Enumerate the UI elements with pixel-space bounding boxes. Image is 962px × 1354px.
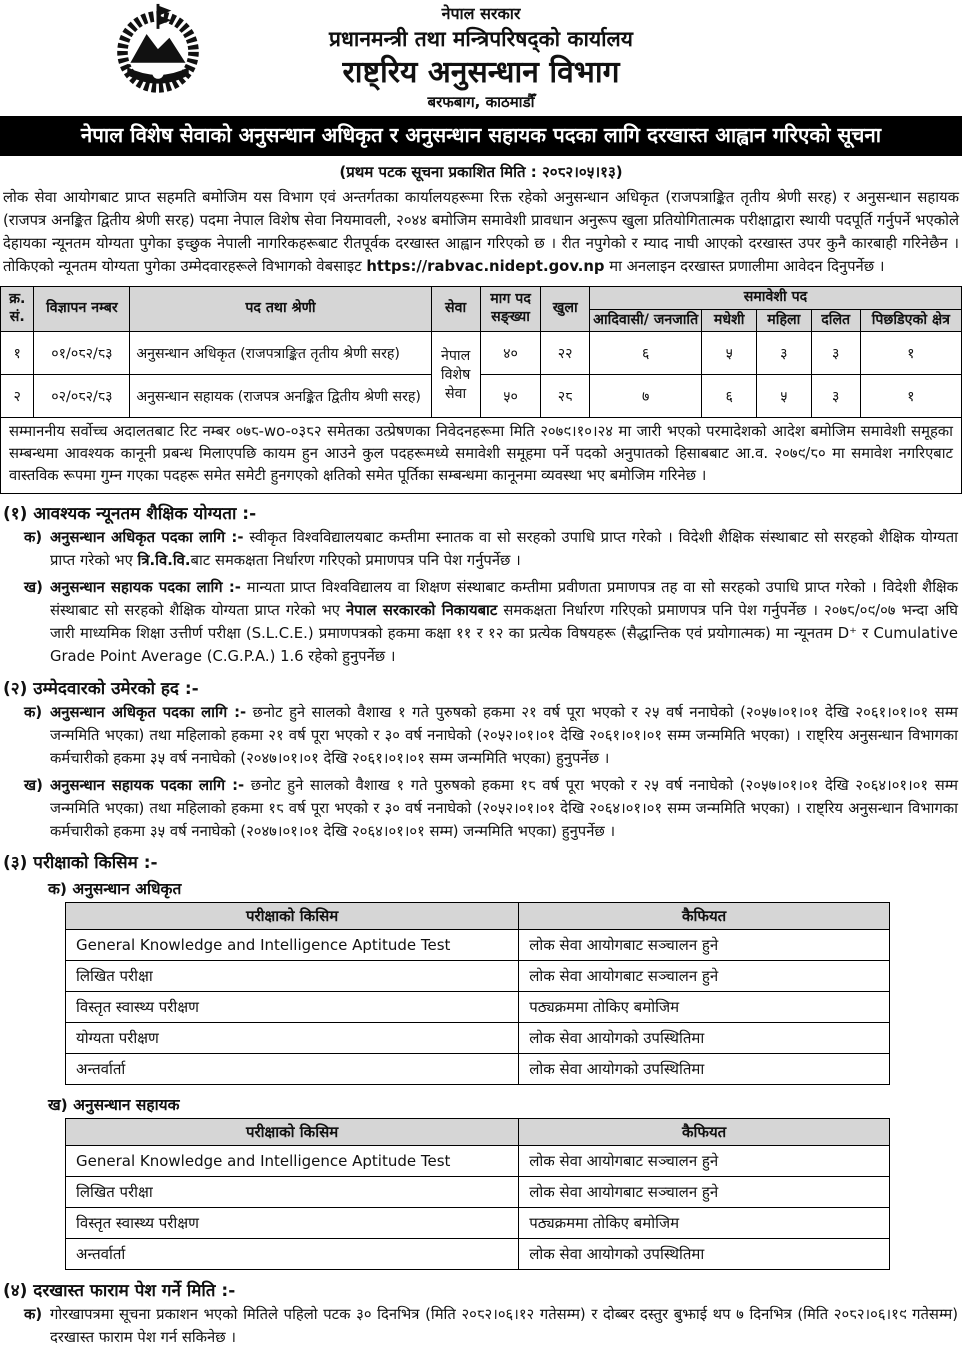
col-header-backward-area: पिछडिएको क्षेत्र: [860, 309, 961, 332]
section-4-item-a: [24, 1304, 962, 1350]
cell-madhesi: ५: [702, 332, 756, 375]
section-2-item-b: [24, 775, 962, 844]
col-header-dalit: दलित: [811, 309, 860, 332]
exam-type: अन्तर्वार्ता: [66, 1239, 519, 1270]
section-1-heading: (१) आवश्यक न्यूनतम शैक्षिक योग्यता :-: [3, 504, 257, 525]
cell-dalit: ३: [811, 375, 860, 418]
exam-type: General Knowledge and Intelligence Aptitude Test: [66, 930, 519, 961]
cell-sn: १: [1, 332, 34, 375]
item-t1: मान्यता प्राप्त विश्वविद्यालय वा शिक्षण संस्थाबाट कम्तीमा प्रवीणता प्रमाणपत्र तह वा सो सरहको उपाधि प्राप्त गरेको । विदेशी शैक्षिक संस्थाबाट सो सरहको शैक्षिक योग्यता प्राप्त गरेको भए: [50, 579, 958, 620]
cell-demand: ५०: [480, 375, 541, 418]
vacancy-table: [0, 286, 962, 419]
exam-row: [66, 930, 890, 961]
exam-table-assistant: [65, 1118, 890, 1270]
col-header-madhesi: मधेशी: [702, 309, 756, 332]
exam-remark: लोक सेवा आयोगको उपस्थितिमा: [519, 1023, 890, 1054]
col-header-sn: क्र. सं.: [1, 286, 34, 332]
notice-title: नेपाल विशेष सेवाको अनुसन्धान अधिकृत र अनुसन्धान सहायक पदका लागि दरखास्त आह्वान गरिएको सूचना: [80, 122, 882, 147]
item-lead: अनुसन्धान सहायक पदका लागि :-: [50, 579, 241, 597]
exam-type: लिखित परीक्षा: [66, 961, 519, 992]
item-label: ख): [24, 579, 43, 597]
cell-service: नेपाल विशेष सेवा: [431, 332, 480, 418]
intro-text-before: लोक सेवा आयोगबाट प्राप्त सहमति बमोजिम यस विभाग एवं अन्तर्गतका कार्यालयहरूमा रिक्त रहेको अनुसन्धान अधिकृत (राजपत्राङ्कित तृतीय श्रेणी सरह) र अनुसन्धान सहायक (राजपत्र अनङ्कित द्वितीय श्रेणी सरह) पदमा नेपाल विशेष सेवा नियमावली, २०४४ बमोजिम समावेशी प्रावधान अनुरूप खुला प्रतियोगितात्मक परीक्षाद्वारा स्थायी पदपूर्ति गर्नुपर्ने भएकोले देहायका न्यूनतम योग्यता पुगेका इच्छुक नेपाली नागरिकहरूबाट रीतपूर्वक दरखास्त आह्वान गरिएको छ । रीत नपुगेको र म्याद नाघी आएको दरखास्त उपर कुनै कारबाही गरिनेछैन । तोकिएको न्यूनतम योग्यता पुगेका उम्मेदवारहरूले विभागको वेबसाइट: [3, 188, 959, 275]
exam-remark: लोक सेवा आयोगबाट सञ्चालन हुने: [519, 1146, 890, 1177]
section-3-sub-b: ख) अनुसन्धान सहायक: [48, 1096, 180, 1115]
cell-open: २८: [541, 375, 590, 418]
item-lead: अनुसन्धान अधिकृत पदका लागि :-: [50, 703, 247, 721]
section-3-heading: (३) परीक्षाको किसिम :-: [3, 853, 158, 874]
cell-adivasi: ७: [589, 375, 702, 418]
cell-open: २२: [541, 332, 590, 375]
col-header-remarks: कैफियत: [519, 903, 890, 930]
item-label: क): [24, 1306, 43, 1324]
item-text: गोरखापत्रमा सूचना प्रकाशन भएको मितिले पहिलो पटक ३० दिनभित्र (मिति २०८२।०६।१२ गतेसम्म) र दोब्बर दस्तुर बुझाई थप ७ दिनभित्र (मिति २०८२।०६।१९ गतेसम्म) दरखास्त फाराम पेश गर्न सकिनेछ ।: [50, 1306, 958, 1347]
exam-type: योग्यता परीक्षण: [66, 1023, 519, 1054]
section-1-item-a: [24, 527, 962, 573]
item-lead: अनुसन्धान अधिकृत पदका लागि :-: [50, 529, 244, 547]
section-1-item-b: [24, 577, 962, 669]
published-date-line: (प्रथम पटक सूचना प्रकाशित मिति : २०८२।०५।१३): [339, 162, 623, 181]
cell-backward-area: १: [860, 375, 961, 418]
section-2-heading: (२) उम्मेदवारको उमेरको हद :-: [3, 678, 199, 699]
department-address: बरफबाग, काठमाडौँ: [427, 92, 535, 111]
department-name: राष्ट्रिय अनुसन्धान विभाग: [342, 55, 620, 91]
cell-advt: ०२/०८२/८३: [34, 375, 130, 418]
col-header-exam-type: परीक्षाको किसिम: [66, 1119, 519, 1146]
exam-row: [66, 961, 890, 992]
item-t1: छनोट हुने सालको वैशाख १ गते पुरुषको हकमा १८ वर्ष पूरा भएको र २५ वर्ष ननाघेको (२०५७।०१।०१ देखि २०६४।०१।०१ सम्म जन्ममिति भएका) तथा महिलाको हकमा १८ वर्ष पूरा भएको र ३० वर्ष ननाघेको (२०५२।०१।०१ देखि २०६४।०१।०१ सम्म जन्ममिति भएका) । राष्ट्रिय अनुसन्धान विभागका कर्मचारीको हकमा ३५ वर्ष ननाघेको (२०४७।०१।०१ देखि २०६४।०१।०१ सम्म) जन्ममिति भएका) हुनुपर्नेछ ।: [50, 776, 958, 840]
col-header-mahila: महिला: [756, 309, 811, 332]
intro-text-after: मा अनलाइन दरखास्त प्रणालीमा आवेदन दिनुपर्नेछ ।: [604, 257, 885, 275]
item-t2: समकक्षता निर्धारण गरिएको प्रमाणपत्र पनि पेश गर्नुपर्नेछ । २०७८/०९/०७ भन्दा अघि जारी माध्यमिक शिक्षा उत्तीर्ण परीक्षा (S.L.C.E.) प्रमाणपत्रको हकमा कक्षा ११ र १२ का प्रत्येक विषयहरू (सैद्धान्तिक एवं प्रयोगात्मक) मा न्यूनतम D⁺ र Cumulative Grade Point Average (C.G.P.A.) 1.6 रहेको हुनुपर्नेछ ।: [50, 602, 958, 665]
exam-type: अन्तर्वार्ता: [66, 1054, 519, 1085]
item-t2: बाट समकक्षता निर्धारण गरिएको प्रमाणपत्र पनि पेश गर्नुपर्नेछ ।: [190, 552, 521, 570]
vacancy-row-1: [1, 332, 962, 375]
col-header-adivasi-janajati: आदिवासी/ जनजाति: [589, 309, 702, 332]
website-url[interactable]: https://rabvac.nidept.gov.np: [366, 257, 605, 275]
exam-row: [66, 1054, 890, 1085]
exam-type: लिखित परीक्षा: [66, 1177, 519, 1208]
section-2-item-a: [24, 702, 962, 771]
exam-row: [66, 1239, 890, 1270]
exam-remark: पठ्यक्रममा तोकिए बमोजिम: [519, 992, 890, 1023]
item-b1: नेपाल सरकारको निकायबाट: [345, 602, 498, 620]
col-header-open: खुला: [541, 286, 590, 332]
item-text: [50, 527, 962, 573]
item-text: [50, 775, 962, 844]
nepal-government-emblem-icon: [110, 2, 206, 98]
intro-paragraph: [3, 186, 959, 278]
exam-row: [66, 1177, 890, 1208]
item-label: क): [24, 529, 43, 547]
vacancy-row-2: [1, 375, 962, 418]
item-text: [50, 577, 962, 669]
exam-type: विस्तृत स्वास्थ्य परीक्षण: [66, 1208, 519, 1239]
exam-type: विस्तृत स्वास्थ्य परीक्षण: [66, 992, 519, 1023]
exam-remark: लोक सेवा आयोगबाट सञ्चालन हुने: [519, 1177, 890, 1208]
cell-sn: २: [1, 375, 34, 418]
cell-advt: ०१/०८२/८३: [34, 332, 130, 375]
exam-remark: लोक सेवा आयोगबाट सञ्चालन हुने: [519, 930, 890, 961]
exam-remark: पठ्यक्रममा तोकिए बमोजिम: [519, 1208, 890, 1239]
exam-remark: लोक सेवा आयोगको उपस्थितिमा: [519, 1239, 890, 1270]
cell-post: अनुसन्धान सहायक (राजपत्र अनङ्कित द्वितीय श्रेणी सरह): [130, 375, 431, 418]
cell-madhesi: ६: [702, 375, 756, 418]
col-header-inclusive: समावेशी पद: [589, 286, 961, 309]
cell-adivasi: ६: [589, 332, 702, 375]
exam-remark: लोक सेवा आयोगको उपस्थितिमा: [519, 1054, 890, 1085]
government-name: नेपाल सरकार: [441, 4, 521, 23]
office-name: प्रधानमन्त्री तथा मन्त्रिपरिषद्को कार्यालय: [329, 27, 633, 51]
item-lead: अनुसन्धान सहायक पदका लागि :-: [50, 776, 245, 794]
cell-demand: ४०: [480, 332, 541, 375]
cell-dalit: ३: [811, 332, 860, 375]
exam-row: [66, 1023, 890, 1054]
exam-row: [66, 1208, 890, 1239]
item-t1: स्वीकृत विश्वविद्यालयबाट कम्तीमा स्नातक वा सो सरहको उपाधि प्राप्त गरेको । विदेशी शैक्षिक संस्थाबाट सो सरहको शैक्षिक योग्यता प्राप्त गरेको भए: [50, 529, 958, 570]
cell-post: अनुसन्धान अधिकृत (राजपत्राङ्कित तृतीय श्रेणी सरह): [130, 332, 431, 375]
exam-type: General Knowledge and Intelligence Aptitude Test: [66, 1146, 519, 1177]
section-3-sub-a: क) अनुसन्धान अधिकृत: [48, 880, 182, 899]
exam-row: [66, 992, 890, 1023]
col-header-service: सेवा: [431, 286, 480, 332]
item-label: क): [24, 703, 43, 721]
col-header-exam-type: परीक्षाको किसिम: [66, 903, 519, 930]
item-t1: छनोट हुने सालको वैशाख १ गते पुरुषको हकमा २१ वर्ष पूरा भएको र २५ वर्ष ननाघेको (२०५७।०१।०१ देखि २०६१।०१।०१ सम्म जन्ममिति भएका) तथा महिलाको हकमा २१ वर्ष पूरा भएको र ३० वर्ष ननाघेको (२०५२।०१।०१ देखि २०६१।०१।०१ सम्म जन्ममिति भएका) । राष्ट्रिय अनुसन्धान विभागका कर्मचारीको हकमा ३५ वर्ष ननाघेको (२०४७।०१।०१ देखि २०६१।०१।०१ सम्म जन्ममिति भएका) हुनुपर्नेछ ।: [50, 703, 958, 767]
col-header-post-class: पद तथा श्रेणी: [130, 286, 431, 332]
section-4-heading: (४) दरखास्त फाराम पेश गर्ने मिति :-: [3, 1281, 236, 1302]
exam-table-officer: [65, 902, 890, 1085]
cell-backward-area: १: [860, 332, 961, 375]
item-b1: त्रि.वि.वि.: [137, 552, 191, 570]
item-label: ख): [24, 776, 43, 794]
col-header-advt-number: विज्ञापन नम्बर: [34, 286, 130, 332]
item-text: [50, 702, 962, 771]
document-header: [0, 0, 962, 112]
exam-row: [66, 1146, 890, 1177]
cell-mahila: ५: [756, 375, 811, 418]
notice-title-banner: [0, 116, 962, 156]
exam-remark: लोक सेवा आयोगबाट सञ्चालन हुने: [519, 961, 890, 992]
col-header-demand: माग पद सङ्ख्या: [480, 286, 541, 332]
col-header-remarks: कैफियत: [519, 1119, 890, 1146]
cell-mahila: ३: [756, 332, 811, 375]
court-order-paragraph: सम्माननीय सर्वोच्च अदालतबाट रिट नम्बर ०७८-wo-०३८२ समेतका उत्प्रेषणका निवेदनहरूमा मिति २०७९।१०।२४ मा जारी भएको परमादेशको आदेश बमोजिम समावेशी समूहका सम्बन्धमा आवश्यक कानूनी प्रबन्ध मिलाएपछि कायम हुन आउने कुल पदहरूमध्ये समावेशी समूहमा पर्ने पदको अनुपातको हिसाबबाट आ.व. २०७९/८० मा समावेश नगरिएबाट वास्तविक रूपमा गुम्न गएका पदहरू समेत समेटी हुनगएको क्षतिको समेत पूर्तिका सम्बन्धमा कानूनमा व्यवस्था भए बमोजिम गरिनेछ ।: [0, 417, 962, 495]
